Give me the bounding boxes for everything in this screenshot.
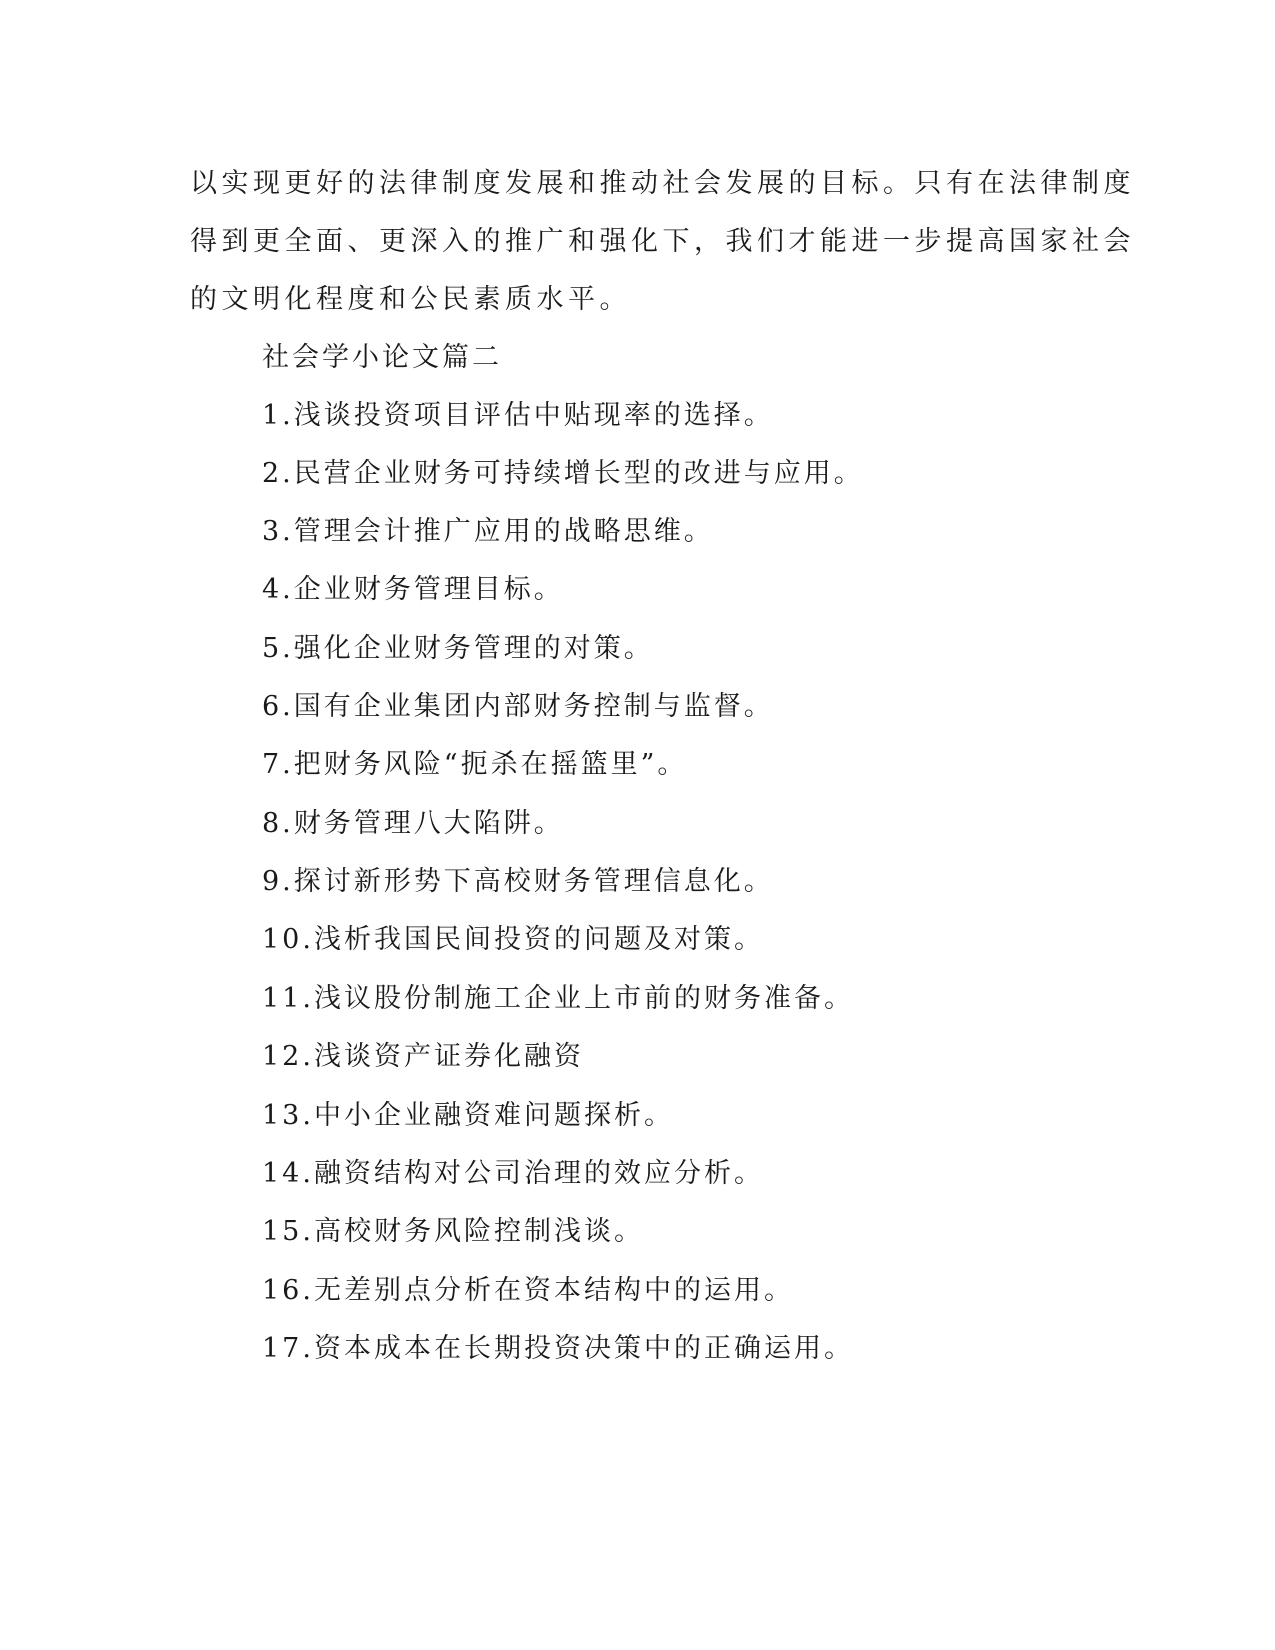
list-item: 1.浅谈投资项目评估中贴现率的选择。 bbox=[262, 400, 774, 431]
list-item: 4.企业财务管理目标。 bbox=[262, 574, 564, 605]
list-item: 2.民营企业财务可持续增长型的改进与应用。 bbox=[262, 458, 864, 489]
paragraph-line: 以实现更好的法律制度发展和推动社会发展的目标。只有在法律制度 bbox=[190, 168, 1135, 199]
list-item: 11.浅议股份制施工企业上市前的财务准备。 bbox=[262, 983, 854, 1014]
list-item: 15.高校财务风险控制浅谈。 bbox=[262, 1216, 644, 1247]
paragraph-line: 得到更全面、更深入的推广和强化下，我们才能进一步提高国家社会 bbox=[190, 226, 1135, 257]
list-item: 8.财务管理八大陷阱。 bbox=[262, 808, 564, 839]
list-item: 14.融资结构对公司治理的效应分析。 bbox=[262, 1158, 764, 1189]
list-item: 9.探讨新形势下高校财务管理信息化。 bbox=[262, 866, 774, 897]
list-item: 5.强化企业财务管理的对策。 bbox=[262, 633, 654, 664]
paragraph-line: 的文明化程度和公民素质水平。 bbox=[190, 284, 631, 315]
list-item: 16.无差别点分析在资本结构中的运用。 bbox=[262, 1275, 794, 1306]
list-item: 3.管理会计推广应用的战略思维。 bbox=[262, 516, 714, 547]
list-item: 13.中小企业融资难问题探析。 bbox=[262, 1100, 674, 1131]
list-item: 10.浅析我国民间投资的问题及对策。 bbox=[262, 924, 764, 955]
list-item: 7.把财务风险“扼杀在摇篮里”。 bbox=[262, 749, 688, 780]
section-heading: 社会学小论文篇二 bbox=[262, 342, 502, 373]
list-item: 12.浅谈资产证券化融资 bbox=[262, 1041, 584, 1072]
list-item: 6.国有企业集团内部财务控制与监督。 bbox=[262, 691, 774, 722]
list-item: 17.资本成本在长期投资决策中的正确运用。 bbox=[262, 1333, 854, 1364]
